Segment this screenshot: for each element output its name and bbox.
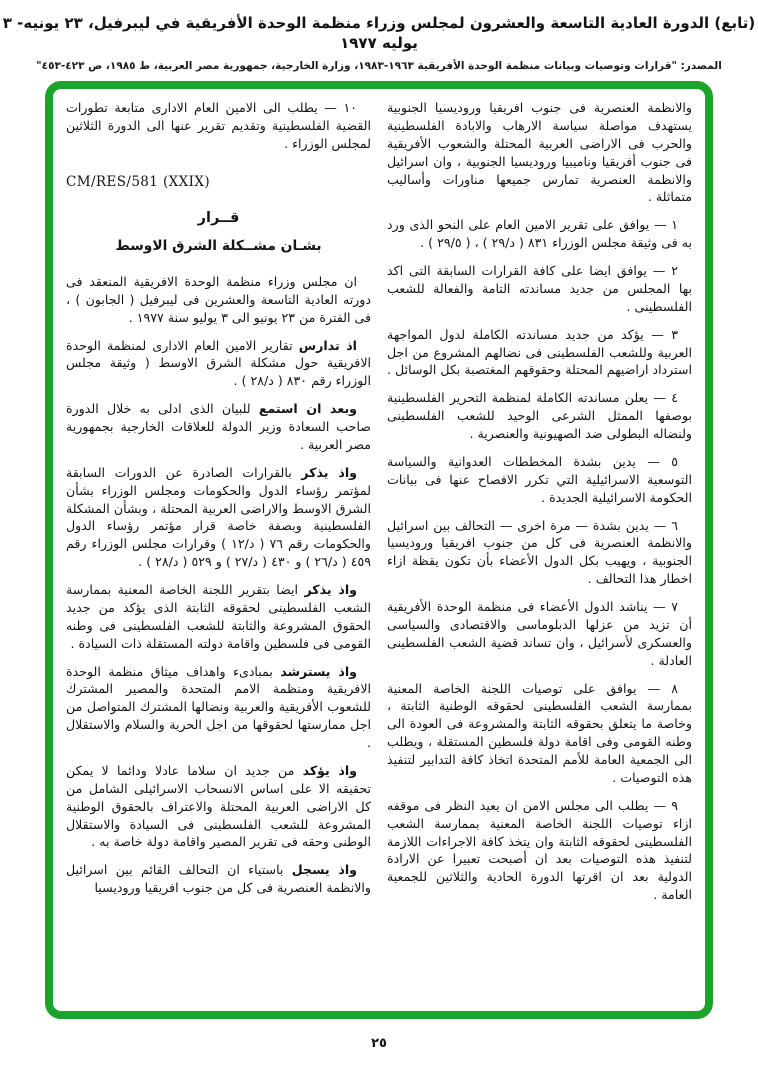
- clause-text: ٨ — يوافق على توصيات اللجنة الخاصة المعنية بممارسة الشعب الفلسطينى لحقوقه الوطنية الثابتة ، وخاصة ما يتعلق بحقوقه الثابتة والمشروعة فى العودة الى وطنه القومى وفى اقامة دولة فلسطين المستقلة ، ويطلب الى الجمعية العامة للأمم المتحدة اتخاذ كافة التدابير لتنفيذ هذه التوصيات .: [387, 680, 692, 785]
- clause-text: ١ — يوافق على تقرير الامين العام على النحو الذى ورد به فى وثيقة مجلس الوزراء ٨٣١ ( د/٢٩ ) ، ( ٢٩/٥ ) .: [387, 217, 692, 251]
- clause-text: بمبادىء واهداف ميثاق منظمة الوحدة الافريقية ومنظمة الامم المتحدة والمصير المشترك للشعوب الأفريقية والعربية ونضالها المشترك المتواصل من اجل ممارستها لحقوقها من اجل الحرية والسلام والاستقلال .: [66, 663, 371, 751]
- preamble-paragraph: [66, 663, 371, 752]
- page-number: ٢٥: [371, 1036, 387, 1051]
- left-column: [66, 99, 371, 1001]
- clause-lead: واذ يذكر: [304, 582, 357, 598]
- preamble-paragraph: [66, 400, 371, 454]
- clause-9: [387, 797, 692, 904]
- clause-text: ٦ — يدين بشدة — مرة اخرى — التحالف بين اسرائيل والانظمة العنصرية فى كل من جنوب افريقيا وروديسيا الجنوبية ، ويهيب بكل الدول الأعضاء بأن تكون يقظة ازاء اخطار هذا التحالف .: [387, 517, 692, 587]
- preamble-paragraph: [66, 464, 371, 571]
- clause-continuation: [387, 99, 692, 206]
- header-source: المصدر: "قرارات وتوصيات وبيانات منظمة الوحدة الأفريقية ١٩٦٣-١٩٨٣، وزارة الخارجية، جمهورية مصر العربية، ط ١٩٨٥، ص ٤٢٣-٤٥٣": [36, 60, 722, 72]
- clause-text: ٧ — يناشد الدول الأعضاء فى منظمة الوحدة الأفريقية أن تزيد من عزلها الدبلوماسى والاقتصادى والسياسى والعسكرى لأسرائيل ، وان تساند قضية الشعب الفلسطينى العادلة .: [387, 599, 692, 668]
- clause-lead: واذ يسترشد: [280, 663, 357, 679]
- preamble-paragraph: [66, 581, 371, 653]
- clause-lead: وبعد ان استمع: [258, 401, 357, 417]
- clause-text: ٣ — يؤكد من جديد مساندته الكاملة لدول المواجهة العربية وللشعب الفلسطينى فى نضالهم المشروع من اجل استرداد اراضيهم المحتلة وحقوقهم المغتصبة بكل الوسائل .: [387, 326, 692, 378]
- clause-7: [387, 598, 692, 670]
- header-title: (تابع) الدورة العادية التاسعة والعشرون لمجلس وزراء منظمة الوحدة الأفريقية في ليبرفيل، ٢٣ يونيه- ٣ يوليه ١٩٧٧: [2, 14, 756, 52]
- clause-lead: واذ يؤكد: [302, 762, 358, 778]
- resolution-subheading: بشـان مشــكلة الشرق الاوسط: [115, 238, 322, 255]
- clause-6: [387, 517, 692, 589]
- clause-text: والانظمة العنصرية فى جنوب افريقيا وروديسيا الجنوبية يستهدف مواصلة سياسة الارهاب والابادة الفلسطينية والحرب فى الاراضى العربية المحتلة والشعوب الأفريقية فى جنوب أفريقيا وناميبيا وروديسيا الجنوبية ، وان اسرائيل والانظمة العنصرية تمارس جميعها مناورات وأساليب متماثلة .: [387, 100, 692, 205]
- clause-8: [387, 680, 692, 787]
- clause-text: باستياء ان التحالف القائم بين اسرائيل والانظمة العنصرية فى كل من جنوب افريقيا وروديسيا: [66, 862, 371, 896]
- document-frame: [45, 81, 713, 1019]
- clause-text: ٢ — يوافق ايضا على كافة القرارات السابقة التى اكد بها المجلس من جديد مساندته التامة والفعالة للشعب الفلسطينى .: [387, 263, 692, 314]
- clause-text: ان مجلس وزراء منظمة الوحدة الافريقية المنعقد فى دورته العادية التاسعة والعشرين فى ليبرفيل ( الجابون ) ، فى الفترة من ٢٣ يونيو الى ٣ يوليو سنة ١٩٧٧ .: [66, 273, 371, 325]
- clause-text: ٥ — يدين بشدة المخططات العدوانية والسياسة التوسعية الاسرائيلية التي تكرر الافصاح عنها فى بيانات الحكومة الاسرائيلية الجديدة .: [387, 453, 692, 505]
- clause-lead: واذ يسجل: [291, 862, 357, 878]
- clause-2: [387, 262, 692, 316]
- two-column-layout: [66, 99, 692, 1001]
- clause-lead: واذ يذكر: [301, 464, 358, 480]
- preamble-paragraph: [66, 762, 371, 851]
- clause-text: ٩ — يطلب الى مجلس الامن ان يعيد النظر فى موقفه ازاء توصيات اللجنة الخاصة المعنية بممارسة الشعب الفلسطينى لحقوقه الثابتة وان يتخذ كافة الاجراءات اللازمة لتنفيذ هذه التوصيات بعد ان أصبحت تعبيرا عن الارادة الدولية بعد ان اقرتها الدورة الحادية والثلاثين للجمعية العامة .: [387, 797, 692, 903]
- clause-text: بالقرارات الصادرة عن الدورات السابقة لمؤتمر رؤساء الدول والحكومات ومجلس الوزراء بشأن الشرق الاوسط والاراضى العربية المحتلة ، وبشأن المشكلة الفلسطينية وبصفة خاصة قرار مؤتمر رؤساء الدول والحكومات رقم ٧٦ ( د/١٢ ) وقرارات مجلس الوزراء رقم ٤٥٩ ( د/٢٦ ) و ٤٣٠ ( د/٢٧ ) و ٥٢٩ ( د/٢٨ ) .: [66, 464, 371, 570]
- clause-text: ٤ — يعلن مساندته الكاملة لمنظمة التحرير الفلسطينية بوصفها الممثل الشرعى الوحيد للشعب الفلسطينى ولنضاله البطولى ضد الصهيونية والعنصرية .: [387, 390, 692, 441]
- page-header: [0, 0, 758, 72]
- preamble-paragraph: [66, 273, 371, 327]
- clause-10: [66, 99, 371, 153]
- clause-3: [387, 326, 692, 380]
- page-footer: [0, 1032, 758, 1051]
- clause-5: [387, 453, 692, 507]
- clause-lead: اذ تدارس: [298, 337, 357, 353]
- clause-text: للبيان الذى ادلى به خلال الدورة صاحب السعادة وزير الدولة للعلاقات الخارجية بجمهورية مصر العربية .: [66, 401, 371, 452]
- resolution-reference: CM/RES/581 (XXIX): [66, 173, 211, 190]
- clause-text: ١٠ — يطلب الى الامين العام الادارى متابعة تطورات القضية الفلسطينية وتقديم تقرير عنها الى الدورة الثلاثين لمجلس الوزراء .: [66, 100, 371, 151]
- preamble-paragraph: [66, 861, 371, 897]
- clause-text: من جديد ان سلاما عادلا ودائما لا يمكن تحقيقه الا على اساس الانسحاب الاسرائيلى الشامل من كل الاراضى العربية المحتلة والاعتراف بالحقوق الوطنية المشروعة للشعب الفلسطينى فى السيادة والاستقلال الوطنى وحقه فى تقرير المصير واقامة دولة خاصة به .: [66, 762, 371, 850]
- right-column: [387, 99, 692, 1001]
- clause-4: [387, 389, 692, 443]
- resolution-heading: قــرار: [197, 209, 240, 226]
- clause-text: ايضا بتقرير اللجنة الخاصة المعنية بممارسة الشعب الفلسطينى لحقوقه الثابتة الذى يؤكد من جديد الحقوق المشروعة والثابتة للشعب الفلسطينى فى وطنه القومى فى فلسطين واقامة دولته المستقلة ذات السيادة .: [66, 582, 371, 651]
- preamble-paragraph: [66, 337, 371, 391]
- clause-text: تقارير الامين العام الادارى لمنظمة الوحدة الافريقية حول مشكلة الشرق الاوسط ( وثيقة مجلس الوزراء رقم ٨٣٠ ( د/٢٨ ) .: [66, 337, 371, 389]
- clause-1: [387, 216, 692, 252]
